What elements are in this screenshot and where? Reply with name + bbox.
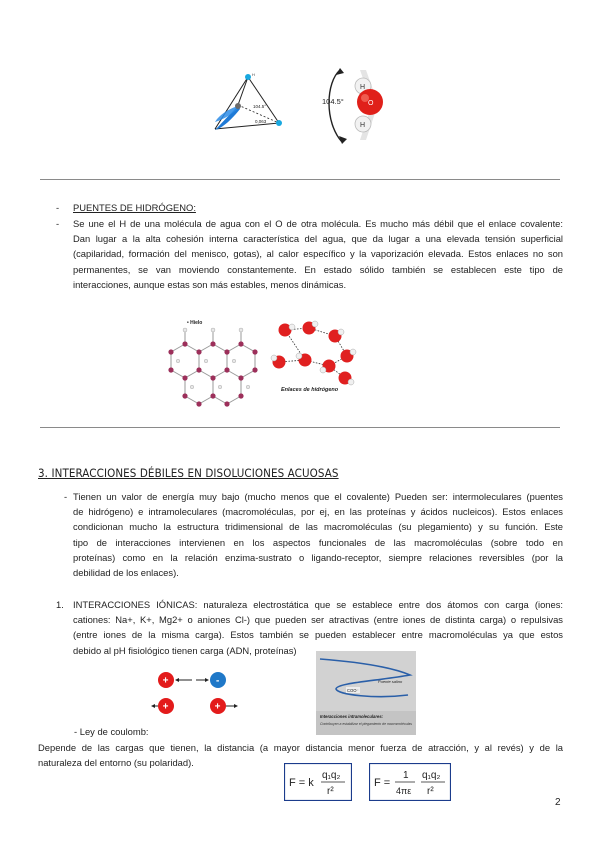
hbond-body [73,216,563,292]
space-angle-label: 104.5° [322,97,344,106]
ionic-number: 1. [56,599,64,610]
bullet-dash: - [56,218,60,229]
bullet-dash: - [64,491,68,502]
section-3-line: Tienen un valor de energía muy bajo (mucho menos que el covalente) Pueden ser: intermoleculares (puentes [73,491,563,502]
formula1-num: q₁q₂ [322,770,341,781]
bullet-dash: - [56,202,60,213]
separator-middle [40,427,560,428]
space-o-label: O [368,100,374,107]
section-3-line: proteínas) como en la relación enzima-sustrato o ligando-receptor, siempre relaciones reversibles (por la [73,551,563,563]
ion-plus-label: + [162,701,169,713]
section-3-line: tipo de interacciones intervienen en los aspectos funcionales de las macromoléculas (sobre todo en [73,536,563,548]
coulomb-line: Depende de las cargas que tienen, la distancia (a mayor distancia menor fuerza de atracción, y al revés) y de la [38,742,563,753]
space-h-bottom-label: H [360,122,366,129]
water-molecule-tetrahedral-figure [205,66,305,146]
section-3-body [73,489,563,580]
coulomb-label: - Ley de coulomb: [74,726,149,737]
hydrogen-bonds-figure [265,318,360,396]
separator-top [40,179,560,180]
ion-plus-label: + [214,701,221,713]
page-number: 2 [555,797,561,808]
formula1-den: r² [327,786,334,797]
hbond-line: interacciones, aunque estas son más estables, menos dinámicas. [73,278,347,290]
space-h-top-label: H [360,84,366,91]
coulomb-formula-k [284,763,352,801]
ion-minus-label: - [216,675,220,687]
ion-plus-label: + [162,675,169,687]
section-3-line: condicionan mucho la estructura tridimensional de las macromoléculas (su plegamiento) y su función. Este [73,521,563,533]
ion-interaction-figure [150,668,240,720]
ionic-line: INTERACCIONES IÓNICAS: naturaleza electrostática que se establece entre dos átomos con carga (iones: [73,599,563,610]
hbond-line: Se une el H de una molécula de agua con el O de otra molécula. Es mucho más débil que el enlace covalente: [73,218,563,229]
tetra-angle-label: 104.5° [253,104,267,109]
section-3-line: de hidrógeno) e intramoleculares (macromoléculas, por ej, en las proteínas y ácidos nucleicos). Estos enlaces [73,506,563,518]
section-3-line: debilidad de los enlaces). [73,567,179,579]
hbond-line: (capilaridad, formación del menisco, gotas), al calor específico y la vaporización elevada. Estos enlaces no son [73,248,563,260]
section-3-heading: 3. INTERACCIONES DÉBILES EN DISOLUCIONES ACUOSAS [38,466,339,480]
puente-salino-tag: Puente salino [378,679,403,684]
intramolecular-caption-title: Interacciones intramoleculares: [320,714,384,719]
ice-label: • Hielo [187,320,203,326]
tetra-h-label: H [252,72,255,77]
ionic-body [73,597,563,658]
hbond-title: PUENTES DE HIDRÓGENO: [73,202,196,213]
ionic-line: (entre iones de la misma carga). Estos también se pueden establecer entre macromoléculas ya que estos [73,629,563,641]
tetra-distance-label: 0,063 [255,119,267,124]
ionic-line: debido al pH fisiológico tienen carga (ADN, proteínas) [73,644,297,656]
hbond-line: permanentes, se van moviendo constantemente. En estado sólido también se establecen este tipo de [73,263,563,275]
coo-tag: COO⁻ [347,688,359,693]
water-molecule-spacefill-figure [318,62,398,150]
hbond-line: Dan lugar a la alta cohesión interna característica del agua, que da lugar a una elevada tensión superficial [73,233,563,245]
intramolecular-figure [316,651,416,735]
ionic-line: cationes: Na+, K+, Mg2+ o aniones Cl-) que pueden ser atractivas (entre iones de distinta carga) o repulsivas [73,614,563,626]
formula2-num: q₁q₂ [422,770,441,781]
formula1-lhs: F = k [289,777,314,789]
formula2-frac1-den: 4πε [396,786,412,796]
formula2-lhs: F = [374,777,391,789]
coulomb-line: naturaleza del entorno (su polaridad). [38,757,194,769]
intramolecular-caption-sub: Contribuyen a estabilizar el plegamiento de macromoléculas [320,722,413,726]
coulomb-formula-epsilon [369,763,451,801]
formula2-den: r² [427,786,434,797]
ice-lattice-figure [163,316,263,408]
hbond-caption: Enlaces de hidrógeno [281,387,339,393]
formula2-frac1-num: 1 [403,770,409,781]
